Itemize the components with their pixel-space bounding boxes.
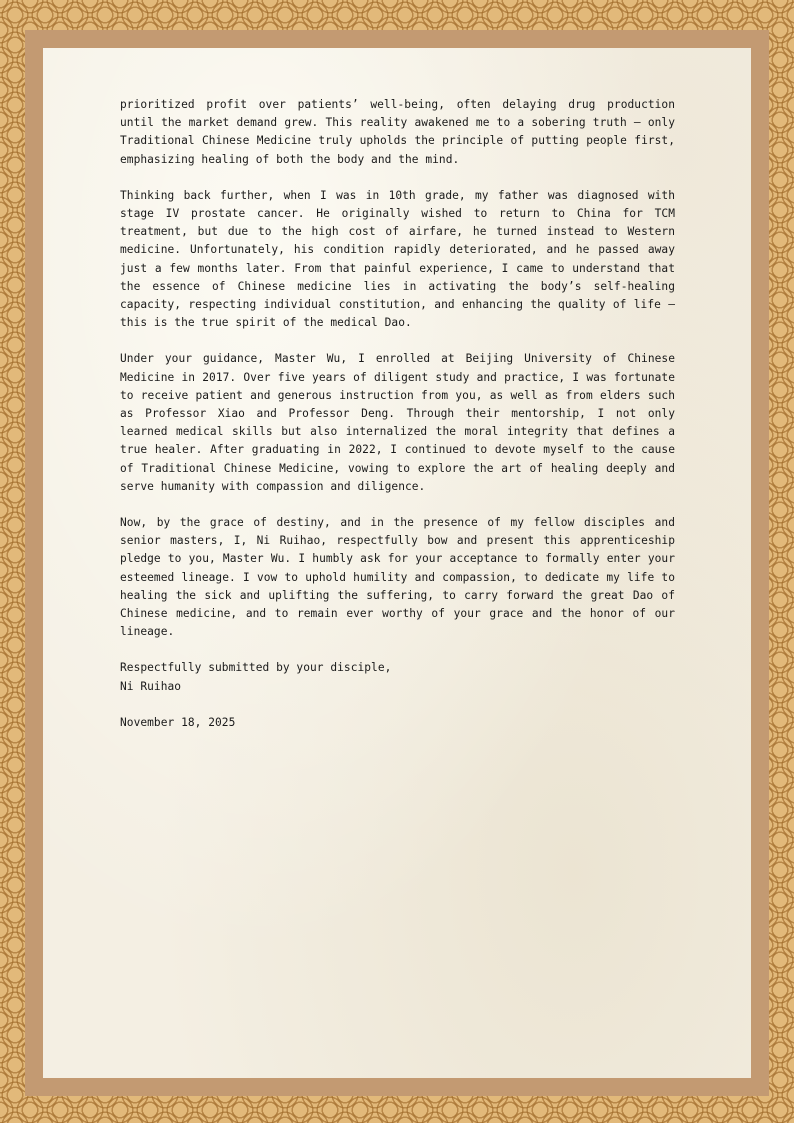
paragraph-guidance: Under your guidance, Master Wu, I enrolled at Beijing University of Chinese Medicine in 2017. Over five years of diligent study and practice, I was fortunate to receive patient and generous instruction from you, as well as from elders such as Professor Xiao and Professor Deng. Through their mentorship, I not only learned medical skills but also internalized the moral integrity that defines a true healer. After graduating in 2022, I continued to devote myself to the cause of Traditional Chinese Medicine, vowing to explore the art of healing deeply and serve humanity with compassion and diligence. — [120, 352, 675, 493]
closing-line: Respectfully submitted by your disciple, — [120, 661, 392, 675]
signature: Ni Ruihao — [120, 679, 182, 693]
letter-date: November 18, 2025 — [120, 715, 236, 729]
paragraph-father: Thinking back further, when I was in 10th grade, my father was diagnosed with stage IV prostate cancer. He originally wished to return to China for TCM treatment, but due to the high cost of airfare, he turned instead to Western medicine. Unfortunately, his condition rapidly deteriorated, and he passed away just a few months later. From that painful experience, I came to understand that the essence of Chinese medicine lies in activating the body’s self-healing capacity, respecting individual constitution, and enhancing the quality of life — this is the true spirit of the medical Dao. — [120, 188, 675, 330]
letter-body — [120, 96, 675, 750]
page-frame — [25, 30, 769, 1096]
paragraph-pledge: Now, by the grace of destiny, and in the presence of my fellow disciples and senior masters, I, Ni Ruihao, respectfully bow and present this apprenticeship pledge to you, Master Wu. I humbly ask for your acceptance to formally enter your esteemed lineage. I vow to uphold humility and compassion, to dedicate my life to healing the sick and uplifting the suffering, to carry forward the great Dao of Chinese medicine, and to remain ever worthy of your grace and the honor of our lineage. — [120, 516, 675, 639]
letter-paper — [43, 48, 751, 1078]
paragraph-profit: prioritized profit over patients’ well-being, often delaying drug production until the market demand grew. This reality awakened me to a sobering truth — only Traditional Chinese Medicine truly upholds the principle of putting people first, emphasizing healing of both the body and the mind. — [120, 98, 675, 166]
